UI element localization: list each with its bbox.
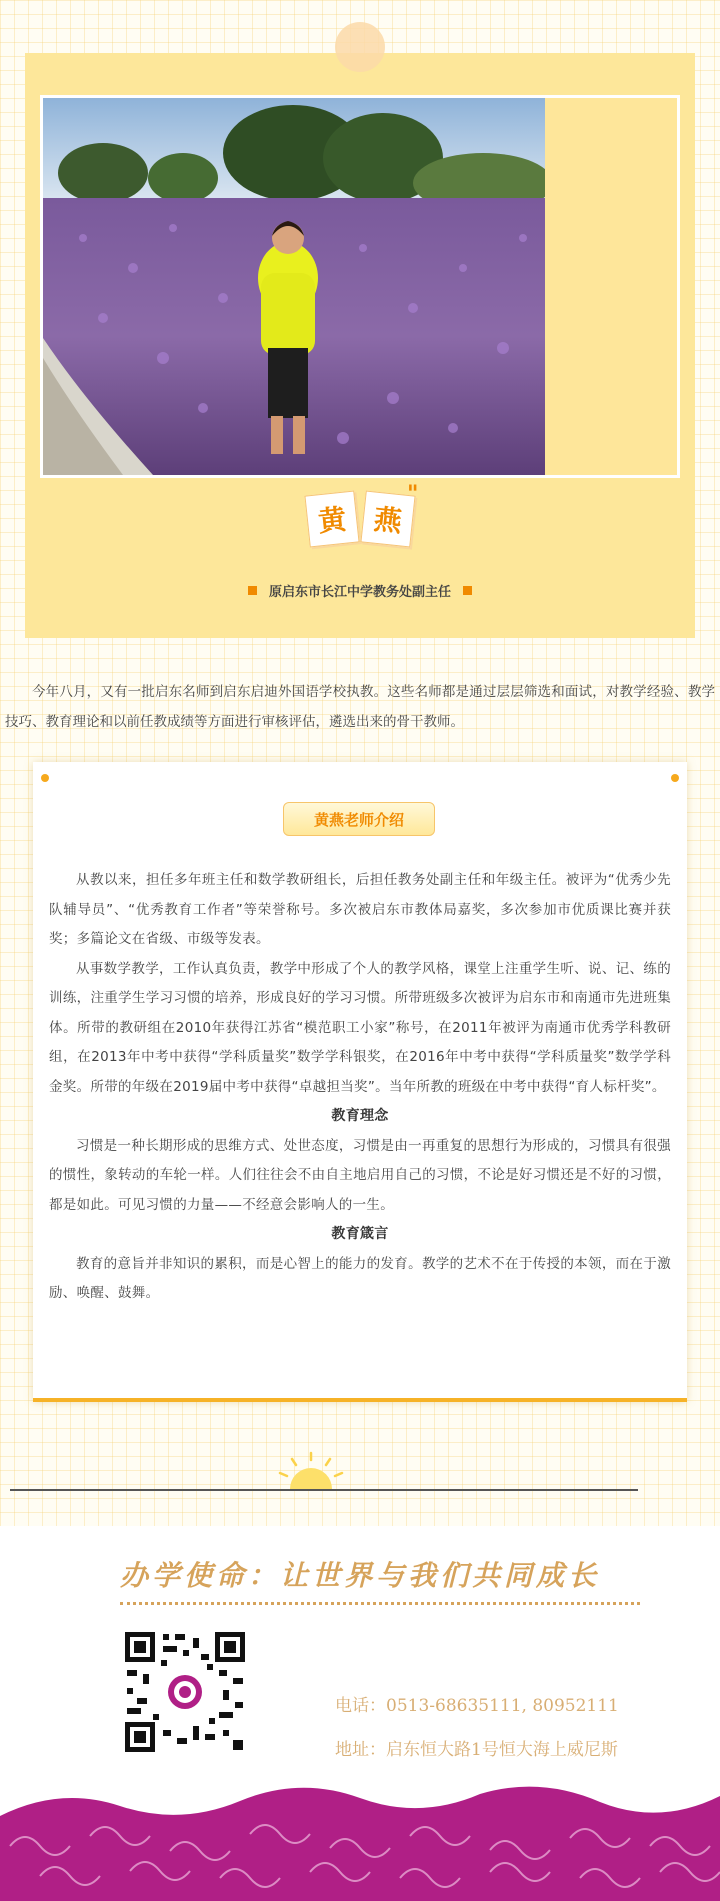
bio-heading: 黄燕老师介绍 — [283, 802, 435, 836]
square-bullet-icon — [463, 586, 472, 595]
sun-icon — [276, 1451, 346, 1491]
philosophy-paragraph: 习惯是一种长期形成的思维方式、处世态度，习惯是由一再重复的思想行为形成的，习惯具有很强的惯性，象转动的车轮一样。人们往往会不由自主地启用自己的习惯，不论是好习惯还是不好的习惯，都是如此。可见习惯的力量——不经意会影响人的一生。 — [49, 1137, 671, 1213]
name-char-2: 燕 — [360, 491, 415, 548]
contact-phone: 电话：0513-68635111, 80952111 — [335, 1696, 619, 1716]
teacher-photo — [43, 98, 545, 475]
bio-body — [49, 866, 671, 1309]
philosophy-heading: 教育理念 — [331, 1108, 389, 1124]
corner-dot-icon — [41, 774, 49, 782]
profile-card — [25, 53, 695, 638]
intro-paragraph: 今年八月，又有一批启东名师到启东启迪外国语学校执教。这些名师都是通过层层筛选和面试，对教学经验、教学技巧、教育理论和以前任教成绩等方面进行审核评估，遴选出来的骨干教师。 — [5, 684, 715, 730]
quote-mark: " — [407, 481, 419, 507]
motto-heading: 教育箴言 — [331, 1226, 389, 1242]
dotted-divider — [120, 1602, 640, 1605]
footer — [0, 1526, 720, 1901]
name-char-1: 黄 — [304, 491, 359, 548]
bio-paragraph-2: 从事数学教学，工作认真负责，教学中形成了个人的教学风格，课堂上注重学生听、说、记、练的训练，注重学生学习习惯的培养，形成良好的学习习惯。所带班级多次被评为启东市和南通市先进班集体。所带的教研组在2010年获得江苏省“模范职工小家”称号，在2011年被评为南通市优秀学科教研组，在2013年中考中获得“学科质量奖”数学学科银奖，在2016年中考中获得“学科质量奖”数学学科金奖。所带的年级在2019届中考中获得“卓越担当奖”。当年所教的班级在中考中获得“育人标杆奖”。 — [49, 960, 671, 1095]
qr-code-icon[interactable] — [123, 1630, 247, 1754]
teacher-name — [25, 481, 695, 563]
decorative-circle — [335, 22, 385, 72]
contact-address: 地址：启东恒大路1号恒大海上威尼斯 — [335, 1740, 618, 1760]
photo-illustration — [43, 98, 545, 475]
photo-frame — [40, 95, 680, 478]
bio-paragraph-1: 从教以来，担任多年班主任和数学教研组长，后担任教务处副主任和年级主任。被评为“优秀少先队辅导员”、“优秀教育工作者”等荣誉称号。多次被启东市教体局嘉奖，多次参加市优质课比赛并获奖；多篇论文在省级、市级等发表。 — [49, 872, 671, 947]
motto-paragraph: 教育的意旨并非知识的累积，而是心智上的能力的发育。教学的艺术不在于传授的本领，而在于激励、唤醒、鼓舞。 — [49, 1255, 671, 1301]
wave-pattern-icon — [0, 1776, 720, 1901]
bio-card — [33, 762, 687, 1402]
job-title-row — [25, 581, 695, 600]
job-title: 原启东市长江中学教务处副主任 — [268, 585, 451, 600]
corner-dot-icon — [671, 774, 679, 782]
square-bullet-icon — [248, 586, 257, 595]
school-motto: 办学使命：让世界与我们共同成长 — [119, 1559, 600, 1592]
